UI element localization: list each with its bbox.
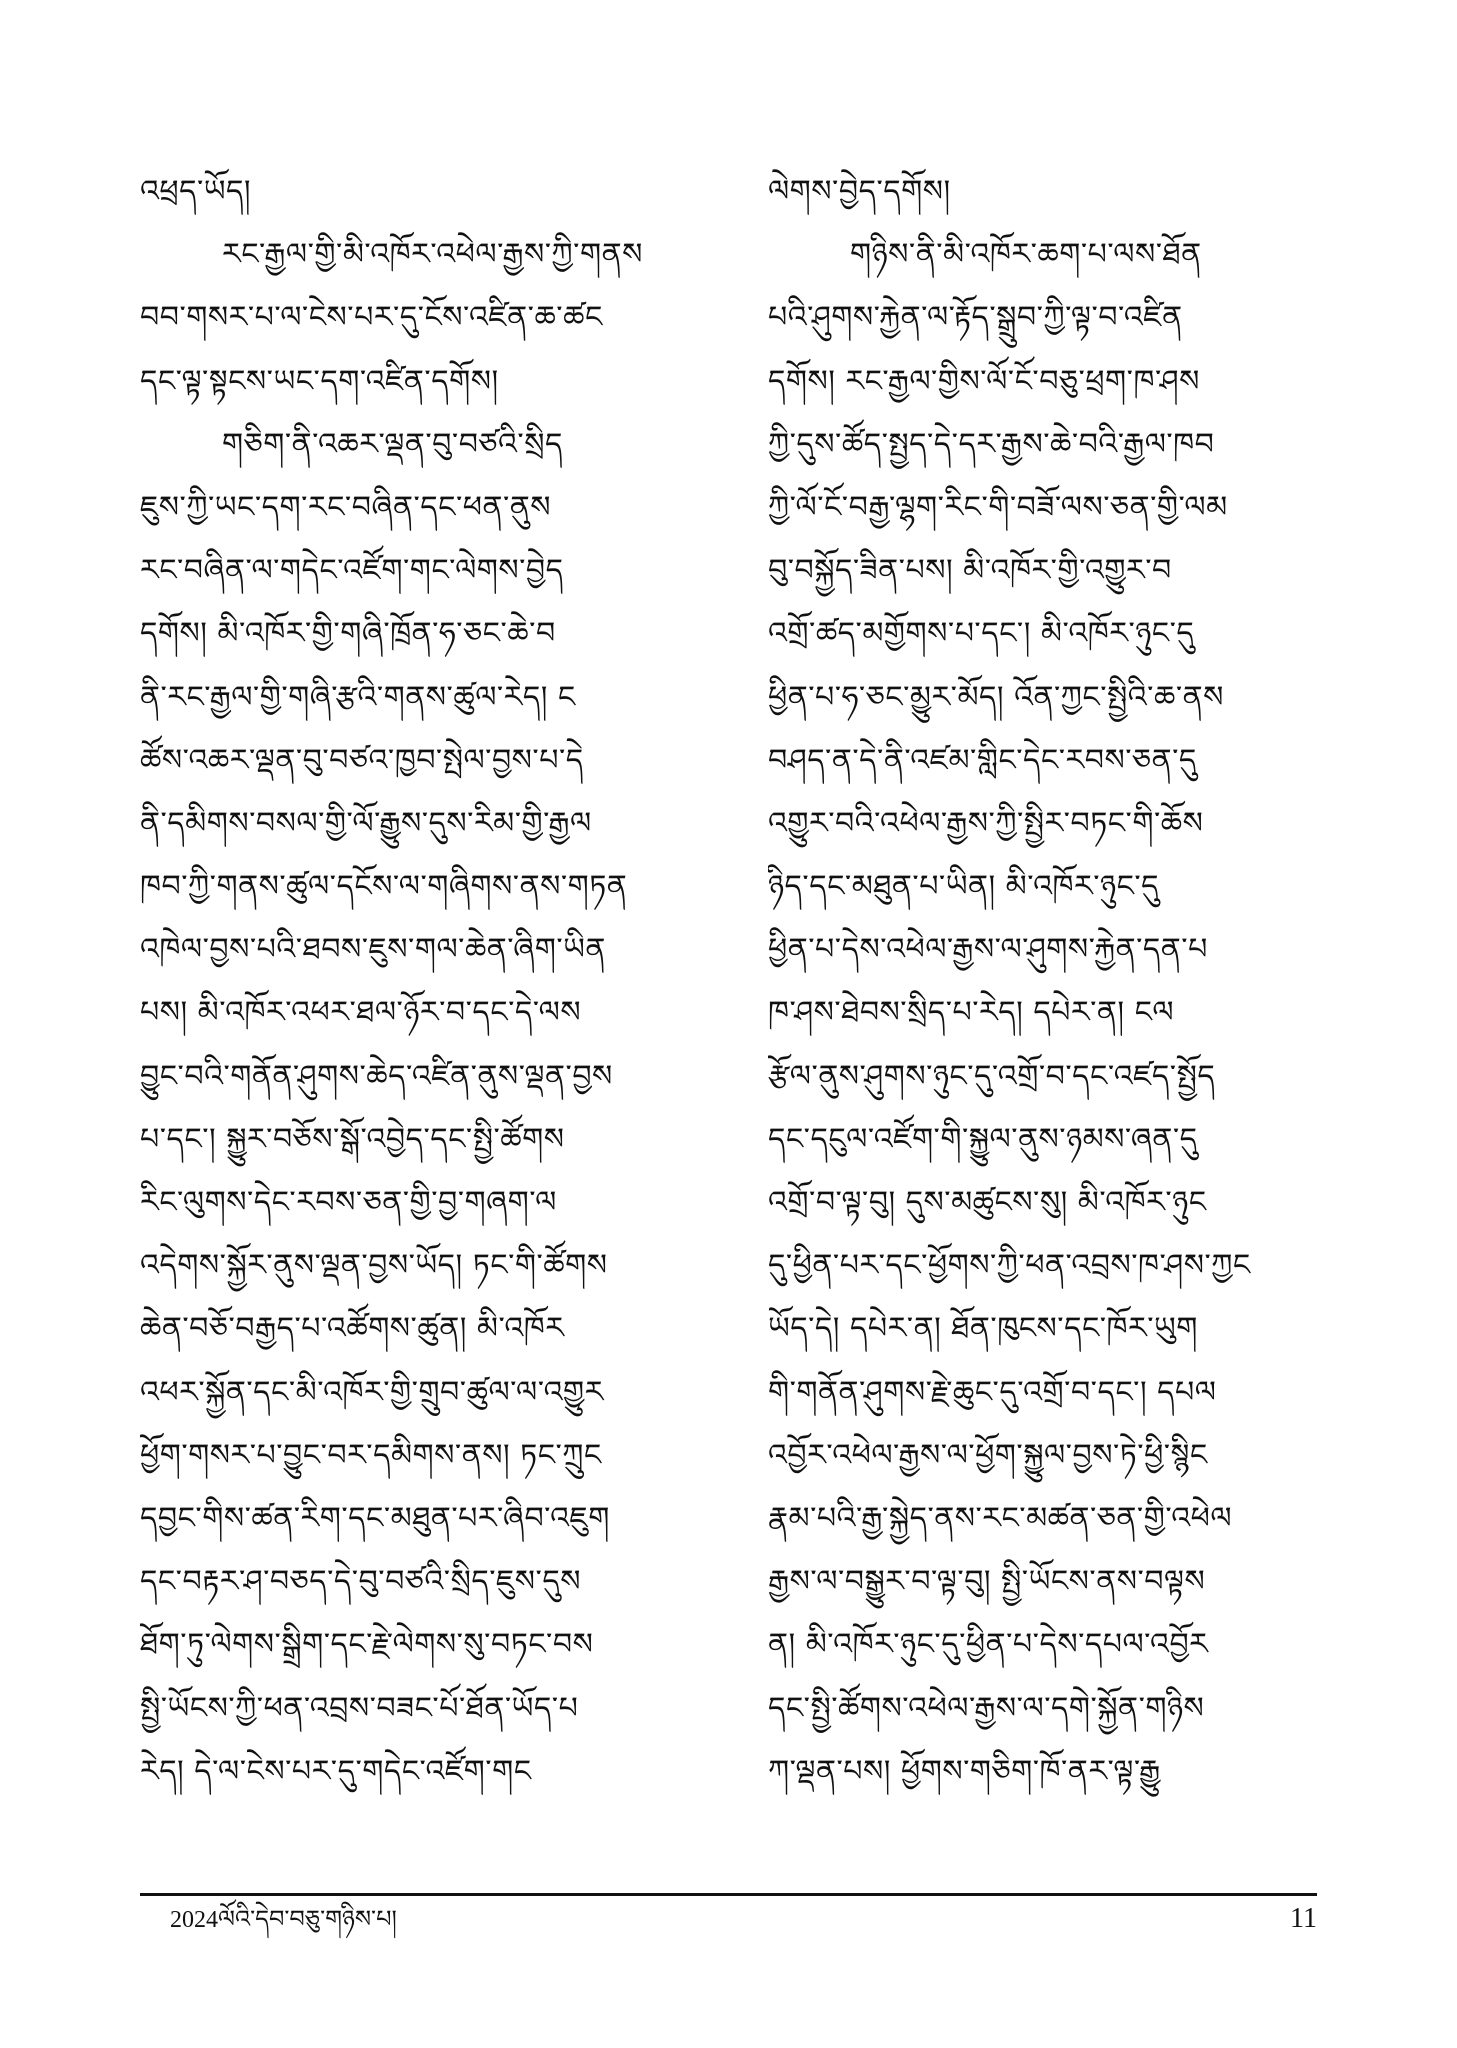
text-line: ཀྱི་ལོ་ངོ་བརྒྱ་ལྷག་རིང་གི་བཟོ་ལས་ཅན་གྱི་ལམ [768, 489, 1228, 525]
text-line: དང་དངུལ་འཛོག་གི་སྐྱུལ་ནུས་ཉམས་ཞན་དུ [768, 1121, 1198, 1157]
text-line: འགྲོ་བ་ལྟ་བུ། དུས་མཚུངས་སུ། མི་འཁོར་ཉུང [768, 1185, 1207, 1220]
text-line: ནི་རང་རྒྱལ་གྱི་གཞི་རྩའི་གནས་ཚུལ་རེད། ང [140, 679, 576, 715]
text-line: ཁབ་ཀྱི་གནས་ཚུལ་དངོས་ལ་གཞིགས་ནས་གཏན [140, 869, 628, 905]
text-line: དགོས། རང་རྒྱལ་གྱིས་ལོ་ངོ་བཅུ་ཕྲག་ཁ་ཤས [768, 363, 1200, 399]
text-line: ཉིད་དང་མཐུན་པ་ཡིན། མི་འཁོར་ཉུང་དུ [768, 869, 1160, 905]
text-line: ཕྱོག་གསར་པ་བྱུང་བར་དམིགས་ནས། ཏང་ཀྲུང [140, 1437, 602, 1473]
text-line: བྱུང་བའི་གནོན་ཤུགས་ཆེད་འཛིན་ནུས་ལྡན་བྱས [140, 1058, 613, 1094]
issue-label: 2024ལོའི་དེབ་བཅུ་གཉིས་པ། [170, 1907, 397, 1933]
text-line: གཅིག་ནི་འཆར་ལྡན་བུ་བཙའི་སྲིད [222, 426, 563, 462]
text-line: ཚོས་འཆར་ལྡན་བུ་བཙའ་ཁྱབ་སྤེལ་བྱས་པ་དེ [140, 742, 584, 778]
text-line: རྩོལ་ནུས་ཤུགས་ཉུང་དུ་འགྲོ་བ་དང་འཛད་སྤྱོད [768, 1058, 1216, 1094]
text-line: འགྲོ་ཚད་མགྱོགས་པ་དང་། མི་འཁོར་ཉུང་དུ [768, 616, 1195, 652]
text-line: ཆེན་བཅོ་བརྒྱད་པ་འཚོགས་ཚུན། མི་འཁོར [140, 1311, 565, 1347]
text-line: འགྱུར་བའི་འཕེལ་རྒྱས་ཀྱི་སྤྱིར་བཏང་གི་ཆོས [768, 805, 1204, 841]
text-line: འབྱོར་འཕེལ་རྒྱས་ལ་ཕྱོག་སྐྱུལ་བྱས་ཏེ་ཕྱི་སྙིང [768, 1437, 1208, 1473]
text-line: ཀ་ལྡན་པས། ཕྱོགས་གཅིག་ཁོ་ནར་ལྟ་རྒྱུ [768, 1753, 1161, 1789]
text-line: དང་བརྟར་ཤ་བཅད་དེ་བུ་བཙའི་སྲིད་ཇུས་དུས [140, 1564, 581, 1600]
text-line: རིང་ལུགས་དེང་རབས་ཅན་གྱི་བྱ་གཞག་ལ [140, 1185, 557, 1220]
text-line: དང་ལྟ་སྟངས་ཡང་དག་འཛིན་དགོས། [140, 363, 499, 399]
text-line: ཇུས་ཀྱི་ཡང་དག་རང་བཞིན་དང་ཕན་ནུས [140, 489, 552, 525]
text-line: པ་དང་། སྐྱུར་བཅོས་སྒོ་འབྱེད་དང་སྤྱི་ཚོགས [140, 1121, 565, 1157]
text-line: བབ་གསར་པ་ལ་ངེས་པར་དུ་ངོས་འཛིན་ཆ་ཚང [140, 300, 603, 336]
right-text-column [768, 160, 1320, 1848]
text-line: འདེགས་སྐྱོར་ནུས་ལྡན་བྱས་ཡོད། ཏང་གི་ཚོགས [140, 1248, 608, 1284]
text-line: དགོས། མི་འཁོར་གྱི་གཞི་ཁྲོན་ཧ་ཅང་ཆེ་བ [140, 616, 556, 652]
text-line: ཀྱི་དུས་ཚོད་སྤྱད་དེ་དར་རྒྱས་ཆེ་བའི་རྒྱལ་ཁབ [768, 426, 1215, 462]
text-line: པའི་ཤུགས་རྐྱེན་ལ་རྟོད་སྒྲུབ་ཀྱི་ལྟ་བ་འཛིན [768, 300, 1183, 336]
text-line: ཕྱིན་པ་དེས་འཕེལ་རྒྱས་ལ་ཤུགས་རྐྱེན་དན་པ [768, 932, 1208, 968]
text-line: གི་གནོན་ཤུགས་རྗེ་ཆུང་དུ་འགྲོ་བ་དང་། དཔལ [768, 1374, 1217, 1410]
left-text-column [140, 160, 692, 1848]
text-line: རང་བཞིན་ལ་གདེང་འཛོག་གང་ལེགས་བྱེད [140, 553, 564, 589]
text-line: འཁེལ་བྱས་པའི་ཐབས་ཇུས་གལ་ཆེན་ཞིག་ཡིན [140, 932, 606, 968]
text-line: བུ་བསྐྱོད་ཟིན་པས། མི་འཁོར་གྱི་འགྱུར་བ [768, 553, 1172, 589]
text-line: རེད། དེ་ལ་ངེས་པར་དུ་གདེང་འཛོག་གང [140, 1753, 532, 1789]
text-line: དབྱང་གིས་ཚན་རིག་དང་མཐུན་པར་ཞིབ་འཇུག [140, 1500, 610, 1536]
text-line: རྣམ་པའི་རྒྱ་སྐྱེད་ནས་རང་མཚན་ཅན་གྱི་འཕེལ [768, 1500, 1233, 1536]
text-line: རྒྱས་ལ་བསྒྱུར་བ་ལྟ་བུ། སྤྱི་ཡོངས་ནས་བལྟས [768, 1564, 1206, 1600]
page-number: 11 [1290, 1903, 1317, 1934]
text-line: ཐོག་ཏུ་ལེགས་སྒྲིག་དང་རྗེ་ལེགས་སུ་བཏང་བས [140, 1627, 594, 1663]
text-line: ཕྱིན་པ་ཧ་ཅང་མྱུར་མོད། འོན་ཀྱང་སྤྱིའི་ཆ་ནས [768, 679, 1224, 715]
footer-divider [140, 1893, 1317, 1896]
text-line: འཕྲད་ཡོད། [140, 174, 252, 209]
text-line: འཕར་སྐྱོན་དང་མི་འཁོར་གྱི་གྲུབ་ཚུལ་ལ་འགྱུར [140, 1374, 604, 1410]
text-line: རང་རྒྱལ་གྱི་མི་འཁོར་འཕེལ་རྒྱས་ཀྱི་གནས [222, 237, 643, 273]
text-line: བཤད་ན་དེ་ནི་འཛམ་གླིང་དེང་རབས་ཅན་དུ [768, 742, 1197, 778]
text-line: ནི་དམིགས་བསལ་གྱི་ལོ་རྒྱུས་དུས་རིམ་གྱི་རྒྱལ [140, 805, 592, 841]
text-line: དུ་ཕྱིན་པར་དང་ཕྱོགས་ཀྱི་ཕན་འབྲས་ཁ་ཤས་ཀྱང [768, 1248, 1251, 1284]
text-line: ན། མི་འཁོར་ཉུང་དུ་ཕྱིན་པ་དེས་དཔལ་འབྱོར [768, 1627, 1209, 1663]
text-line: སྤྱི་ཡོངས་ཀྱི་ཕན་འབྲས་བཟང་པོ་ཐོན་ཡོད་པ [140, 1690, 579, 1726]
text-line: ལེགས་བྱེད་དགོས། [768, 174, 951, 209]
text-line: དང་སྤྱི་ཚོགས་འཕེལ་རྒྱས་ལ་དགེ་སྐྱོན་གཉིས [768, 1690, 1205, 1726]
text-line: ཁ་ཤས་ཐེབས་སྲིད་པ་རེད། དཔེར་ན། ངལ [768, 995, 1175, 1031]
text-line: གཉིས་ནི་མི་འཁོར་ཆག་པ་ལས་ཐོན [850, 237, 1202, 273]
text-line: ཡོད་དེ། དཔེར་ན། ཐོན་ཁུངས་དང་ཁོར་ཡུག [768, 1311, 1198, 1347]
text-line: པས། མི་འཁོར་འཕར་ཐལ་ཉོར་བ་དང་དེ་ལས [140, 995, 582, 1031]
